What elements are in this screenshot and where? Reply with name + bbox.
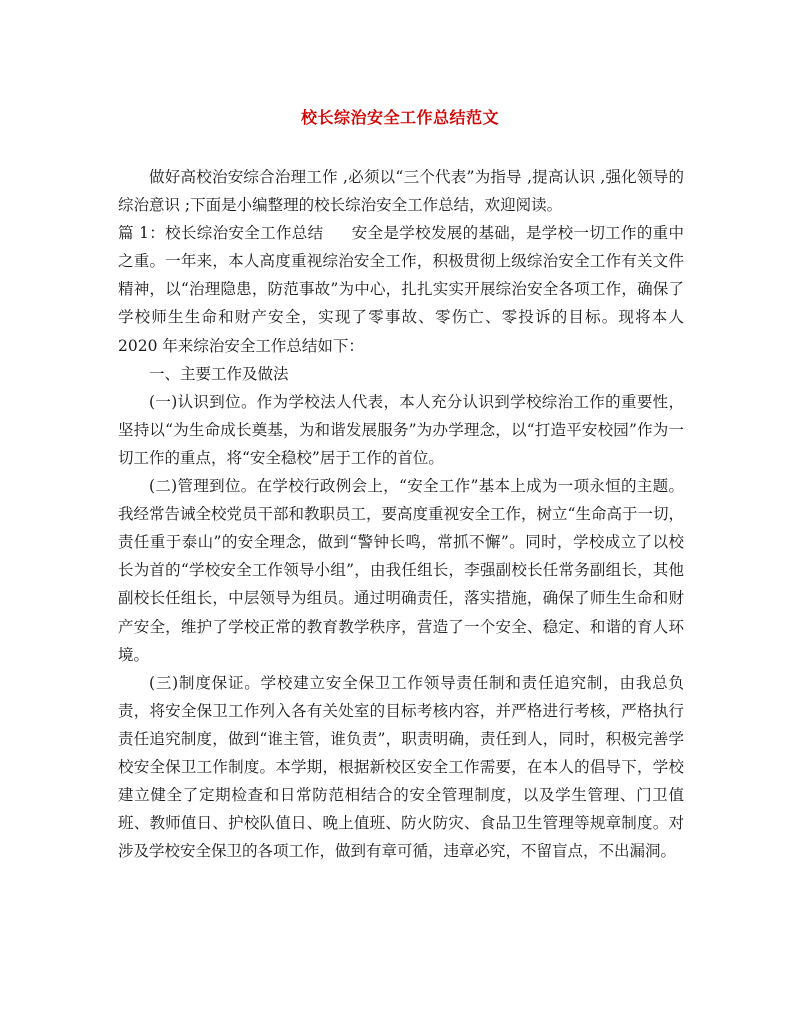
- paragraph-awareness: (一)认识到位。作为学校法人代表，本人充分认识到学校综治工作的重要性，坚持以“为生命成长奠基，为和谐发展服务”为办学理念，以“打造平安校园”作为一切工作的重点，将“安全稳校”居于工作的首位。: [118, 392, 684, 467]
- article-paragraph: [118, 219, 684, 359]
- article-first-paragraph: 安全是学校发展的基础，是学校一切工作的重中之重。一年来，本人高度重视综治安全工作，积极贯彻上级综治安全工作有关文件精神，以“治理隐患，防范事故”为中心，扎扎实实开展综治安全各项工作，确保了学校师生生命和财产安全，实现了零事故、零伤亡、零投诉的目标。现将本人 2020 年来综治安全工作总结如下：: [118, 224, 684, 355]
- document-body: [118, 163, 684, 865]
- paragraph-management: (二)管理到位。在学校行政例会上，“安全工作”基本上成为一项永恒的主题。我经常告诫全校党员干部和教职员工，要高度重视安全工作，树立“生命高于一切，责任重于泰山”的安全理念，做到“警钟长鸣，常抓不懈”。同时，学校成立了以校长为首的“学校安全工作领导小组”，由我任组长，李强副校长任常务副组长，其他副校长任组长，中层领导为组员。通过明确责任，落实措施，确保了师生生命和财产安全，维护了学校正常的教育教学秩序，营造了一个安全、稳定、和谐的育人环境。: [118, 477, 684, 664]
- article-label: 篇 1：校长综治安全工作总结: [118, 224, 324, 243]
- intro-paragraph: 做好高校治安综合治理工作 ,必须以“三个代表”为指导 ,提高认识 ,强化领导的综治意识 ;下面是小编整理的校长综治安全工作总结，欢迎阅读。: [118, 168, 684, 215]
- section-heading: 一、主要工作及做法: [149, 364, 289, 383]
- paragraph-system: (三)制度保证。学校建立安全保卫工作领导责任制和责任追究制，由我总负责，将安全保卫工作列入各有关处室的目标考核内容，并严格进行考核，严格执行责任追究制度，做到“谁主管，谁负责”，职责明确，责任到人，同时，积极完善学校安全保卫工作制度。本学期，根据新校区安全工作需要，在本人的倡导下，学校建立健全了定期检查和日常防范相结合的安全管理制度，以及学生管理、门卫值班、教师值日、护校队值日、晚上值班、防火防灾、食品卫生管理等规章制度。对涉及学校安全保卫的各项工作，做到有章可循，违章必究，不留盲点，不出漏洞。: [118, 673, 684, 861]
- document-title: 校长综治安全工作总结范文: [300, 108, 499, 127]
